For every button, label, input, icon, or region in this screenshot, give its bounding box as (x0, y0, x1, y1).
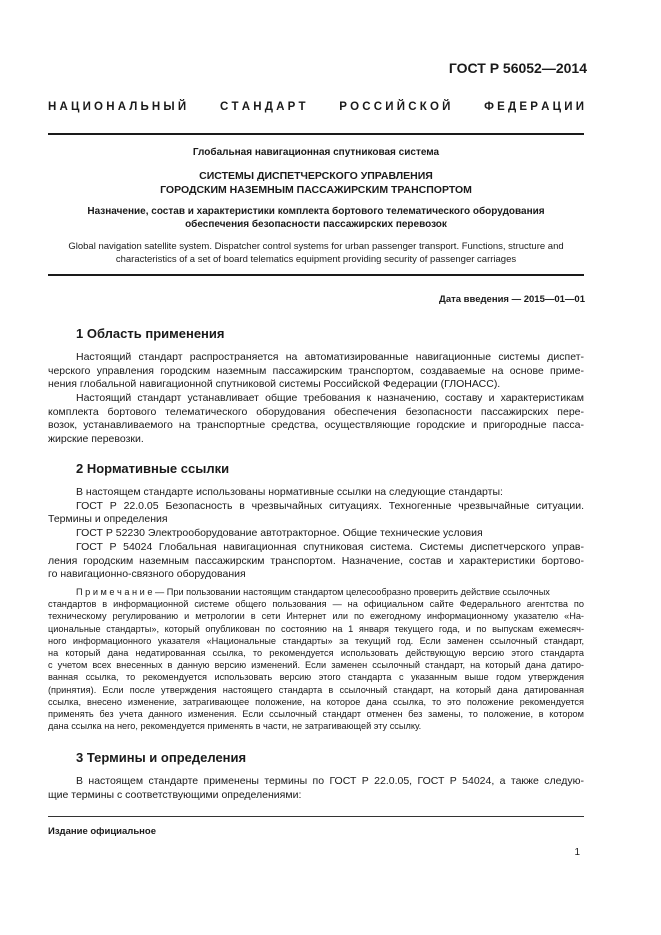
note-line: на который дана недатированная ссылка, то рекомендуется использовать действующую версию этого стандарта (48, 648, 584, 659)
note-line: стандартов в информационной системе общего пользования — на официальном сайте Федерального агентства по (48, 599, 584, 610)
text-line: В настоящем стандарте применены термины по ГОСТ Р 22.0.05, ГОСТ Р 54024, а также следую- (76, 775, 584, 787)
section-2-note (48, 586, 584, 732)
national-standard-banner (48, 101, 584, 113)
document-number: ГОСТ Р 56052—2014 (448, 60, 587, 76)
text-line: черского управления городским наземным пассажирским транспортом, создаваемые на основе приме- (48, 364, 584, 377)
effective-date: Дата введения — 2015—01—01 (439, 294, 585, 305)
text-line: комплекта бортового телематического оборудования обеспечения безопасности пассажирских пере- (48, 405, 584, 418)
section-1-paragraph-1 (48, 351, 584, 392)
section-1-paragraph-2 (48, 392, 584, 447)
section-3-paragraph-1 (48, 775, 584, 802)
note-line: (принятия). Если после утверждения настоящего стандарта в ссылочный стандарт, на который дана датированная (48, 684, 584, 695)
text-line: В настоящем стандарте использованы нормативные ссылки на следующие стандарты: (76, 486, 503, 498)
title-top-rule (48, 133, 584, 135)
title-main-line: СИСТЕМЫ ДИСПЕТЧЕРСКОГО УПРАВЛЕНИЯ (199, 170, 433, 182)
title-subtitle-line: Назначение, состав и характеристики комплекта бортового телематического оборудования (87, 206, 545, 217)
title-main-line: ГОРОДСКИМ НАЗЕМНЫМ ПАССАЖИРСКИМ ТРАНСПОРТОМ (160, 184, 472, 196)
reference-line: ГОСТ Р 54024 Глобальная навигационная спутниковая система. Системы диспетчерского управ- (76, 540, 584, 553)
title-subtitle-line: обеспечения безопасности пассажирских перевозок (185, 219, 447, 230)
reference-line: ления городским наземным пассажирским транспортом. Назначение, состав и характеристики бортово- (48, 554, 584, 567)
note-line: применять без учета данного изменения. Если ссылочный стандарт отменен без замены, то положение, в котором (48, 709, 584, 720)
section-3-heading: 3 Термины и определения (76, 750, 247, 765)
reference-line: Термины и определения (48, 513, 168, 526)
text-line: жирские перевозки. (48, 433, 144, 446)
title-english-line: Global navigation satellite system. Dispatcher control systems for urban passenger transport. Functions, structure and (68, 241, 564, 252)
section-2-heading: 2 Нормативные ссылки (76, 461, 230, 476)
title-subtitle (48, 205, 584, 231)
note-line: техническому регулированию и метрологии в сети Интернет или по ежегодному информационному указателю «На- (48, 611, 584, 622)
official-edition-label: Издание официальное (48, 826, 156, 837)
banner-word: Р О С С И Й С К О Й (339, 101, 451, 113)
text-line: нения глобальной навигационной спутниковой системы Российской Федерации (ГЛОНАСС). (48, 378, 501, 391)
title-english (48, 240, 584, 266)
banner-word: Н А Ц И О Н А Л Ь Н Ы Й (48, 101, 187, 113)
note-label: П р и м е ч а н и е (76, 587, 153, 597)
note-first-line (48, 586, 584, 598)
title-system: Глобальная навигационная спутниковая система (192, 147, 440, 158)
note-line: циональные стандарты», который опубликован по состоянию на 1 января текущего года, и по выпускам ежемесяч- (48, 623, 584, 634)
page-number: 1 (574, 847, 580, 858)
section-1-heading: 1 Область применения (76, 326, 225, 341)
note-line: ванная ссылка, то рекомендуется использовать версию этого стандарта с указанным выше годом утверждения (48, 672, 584, 683)
note-line: ного информационного указателя «Национальные стандарты» за текущий год. Если заменен ссылочный стандарт, (48, 635, 584, 646)
text-line: щие термины с соответствующими определениями: (48, 788, 302, 801)
title-english-line: characteristics of a set of board telematics equipment providing security of passenger carriages (115, 254, 517, 265)
note-text: — При пользовании настоящим стандартом целесообразно проверить действие ссылочных (152, 587, 550, 597)
reference-line: ГОСТ Р 22.0.05 Безопасность в чрезвычайных ситуациях. Техногенные чрезвычайные ситуации. (76, 499, 584, 512)
reference-line: го навигационно-связного оборудования (48, 568, 246, 581)
reference-line: ГОСТ Р 52230 Электрооборудование автотракторное. Общие технические условия (76, 527, 483, 540)
footer-rule (48, 816, 584, 817)
note-line: дана ссылка на него, рекомендуется применять в части, не затрагивающей эту ссылку. (48, 721, 422, 732)
text-line: Настоящий стандарт распространяется на автоматизированные навигационные системы диспет- (76, 351, 584, 363)
title-main (48, 169, 584, 197)
note-line: с учетом всех внесенных в данную версию изменений. Если заменен ссылочный стандарт, на который дана датиро- (48, 660, 584, 671)
banner-word: Ф Е Д Е Р А Ц И И (484, 101, 584, 113)
banner-word: С Т А Н Д А Р Т (219, 101, 306, 113)
title-bottom-rule (48, 274, 584, 276)
note-line: ссылка, внесено изменение, затрагивающее положение, на которое дана ссылка, то это положение рекомендуется (48, 696, 584, 707)
section-2-references (48, 486, 584, 582)
text-line: возок, устанавливаемого на транспортные средства, осуществляющие городские и пригородные пасса- (48, 419, 584, 432)
text-line: Настоящий стандарт устанавливает общие требования к назначению, составу и характеристикам (76, 392, 584, 404)
